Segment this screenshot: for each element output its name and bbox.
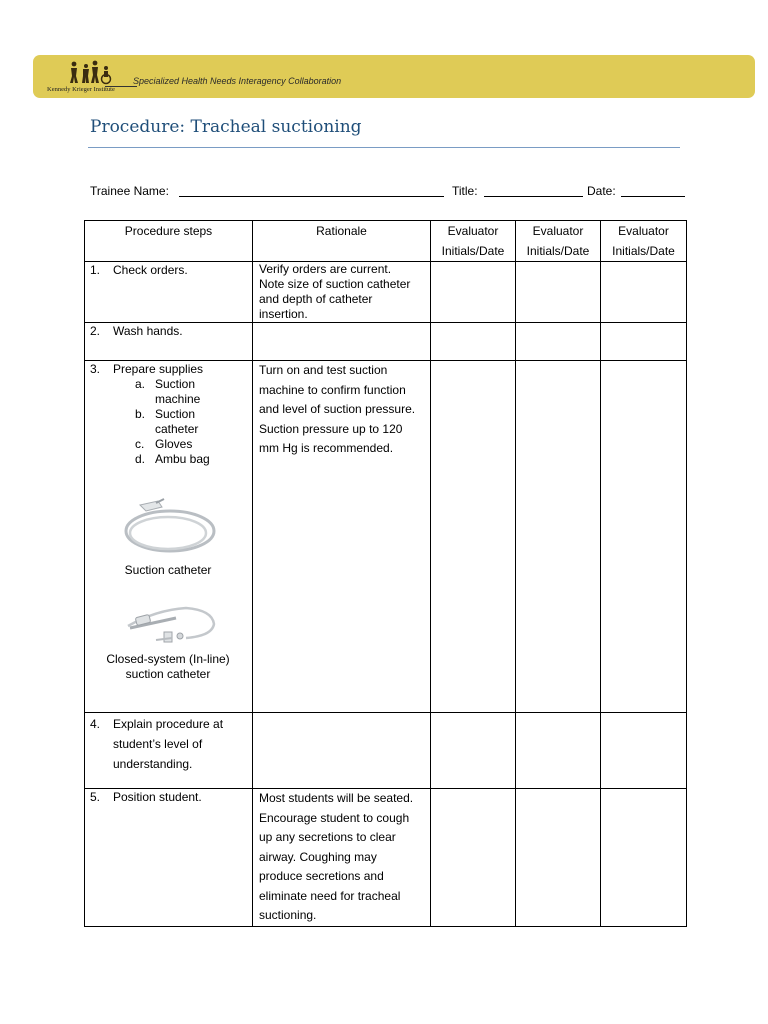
table-row bbox=[85, 361, 687, 713]
suction-catheter-caption: Suction catheter bbox=[124, 563, 212, 577]
table-row bbox=[85, 713, 687, 789]
rationale-line: Most students will be seated. bbox=[259, 791, 414, 805]
evaluator-cell[interactable] bbox=[601, 713, 687, 789]
step-number: 4. bbox=[90, 717, 101, 731]
header-procedure-steps: Procedure steps bbox=[85, 221, 253, 262]
rationale-line: insertion. bbox=[259, 307, 308, 321]
evaluator-cell[interactable] bbox=[431, 361, 516, 713]
rationale-cell bbox=[253, 713, 431, 789]
evaluator-cell[interactable] bbox=[601, 361, 687, 713]
header-rationale: Rationale bbox=[253, 221, 431, 262]
supply-item: a. Suction machine bbox=[135, 377, 201, 406]
table-row bbox=[85, 323, 687, 361]
evaluator-cell[interactable] bbox=[431, 713, 516, 789]
supply-item: b. Suction catheter bbox=[135, 407, 199, 436]
supply-item: d. Ambu bag bbox=[135, 452, 210, 466]
step-number: 1. bbox=[90, 263, 101, 277]
header-evaluator-2: Evaluator Initials/Date bbox=[516, 221, 601, 262]
step-number: 5. bbox=[90, 790, 101, 804]
title-label: Title: bbox=[452, 184, 478, 198]
banner-text: Specialized Health Needs Interagency Collaboration bbox=[133, 76, 342, 86]
table-header-row bbox=[85, 221, 687, 262]
rationale-cell bbox=[253, 361, 431, 713]
trainee-form-row bbox=[90, 184, 686, 200]
table-row bbox=[85, 789, 687, 927]
closed-system-catheter-image bbox=[116, 596, 220, 652]
evaluator-cell[interactable] bbox=[516, 323, 601, 361]
trainee-name-field[interactable] bbox=[179, 196, 444, 197]
rationale-line: Verify orders are current. bbox=[259, 262, 392, 276]
trainee-name-label: Trainee Name: bbox=[90, 184, 169, 198]
step-cell bbox=[85, 361, 253, 713]
rationale-line: airway. Coughing may bbox=[259, 849, 377, 864]
step-cell bbox=[85, 262, 253, 323]
rationale-line: Encourage student to cough bbox=[259, 810, 410, 825]
date-label: Date: bbox=[587, 184, 616, 198]
rationale-cell bbox=[253, 789, 431, 927]
step-text: Prepare supplies bbox=[113, 362, 204, 376]
evaluator-cell[interactable] bbox=[516, 789, 601, 927]
step-text: student’s level of bbox=[113, 737, 203, 751]
kennedy-krieger-logo bbox=[43, 59, 131, 95]
table-row bbox=[85, 262, 687, 323]
rationale-line: Note size of suction catheter bbox=[259, 277, 411, 291]
step-text: Wash hands. bbox=[113, 324, 183, 338]
closed-system-catheter-caption: Closed-system (In-line) suction catheter bbox=[106, 652, 230, 681]
header-banner bbox=[33, 55, 755, 98]
rationale-line: Turn on and test suction bbox=[259, 363, 388, 377]
rationale-line: Suction pressure up to 120 bbox=[259, 421, 403, 436]
evaluator-cell[interactable] bbox=[601, 323, 687, 361]
title-field[interactable] bbox=[484, 196, 583, 197]
evaluator-cell[interactable] bbox=[601, 789, 687, 927]
rationale-line: suctioning. bbox=[259, 908, 317, 922]
evaluator-cell[interactable] bbox=[516, 361, 601, 713]
header-evaluator-1: Evaluator Initials/Date bbox=[431, 221, 516, 262]
procedure-table bbox=[84, 220, 687, 927]
rationale-line: and level of suction pressure. bbox=[259, 402, 416, 416]
family-figures-icon bbox=[65, 59, 113, 85]
step-cell bbox=[85, 789, 253, 927]
step-text: Explain procedure at bbox=[113, 717, 224, 731]
evaluator-cell[interactable] bbox=[601, 262, 687, 323]
step-cell bbox=[85, 713, 253, 789]
suction-catheter-image bbox=[118, 493, 218, 561]
rationale-cell bbox=[253, 262, 431, 323]
supply-item: c. Gloves bbox=[135, 437, 193, 451]
rationale-line: and depth of catheter bbox=[259, 292, 373, 306]
rationale-line: mm Hg is recommended. bbox=[259, 441, 394, 455]
rationale-line: produce secretions and bbox=[259, 869, 384, 883]
rationale-cell bbox=[253, 323, 431, 361]
evaluator-cell[interactable] bbox=[431, 789, 516, 927]
step-cell bbox=[85, 323, 253, 361]
rationale-line: up any secretions to clear bbox=[259, 830, 396, 844]
evaluator-cell[interactable] bbox=[516, 713, 601, 789]
date-field[interactable] bbox=[621, 196, 685, 197]
title-divider bbox=[88, 147, 680, 148]
rationale-line: eliminate need for tracheal bbox=[259, 888, 401, 903]
rationale-line: machine to confirm function bbox=[259, 382, 406, 397]
logo-text: Kennedy Krieger Institute bbox=[47, 86, 115, 93]
header-evaluator-3: Evaluator Initials/Date bbox=[601, 221, 687, 262]
page-title: Procedure: Tracheal suctioning bbox=[90, 117, 362, 137]
step-text: Position student. bbox=[113, 790, 202, 804]
step-number: 2. bbox=[90, 324, 101, 338]
evaluator-cell[interactable] bbox=[431, 262, 516, 323]
evaluator-cell[interactable] bbox=[516, 262, 601, 323]
evaluator-cell[interactable] bbox=[431, 323, 516, 361]
step-text: Check orders. bbox=[113, 263, 188, 277]
step-text: understanding. bbox=[113, 757, 193, 771]
step-number: 3. bbox=[90, 362, 101, 376]
